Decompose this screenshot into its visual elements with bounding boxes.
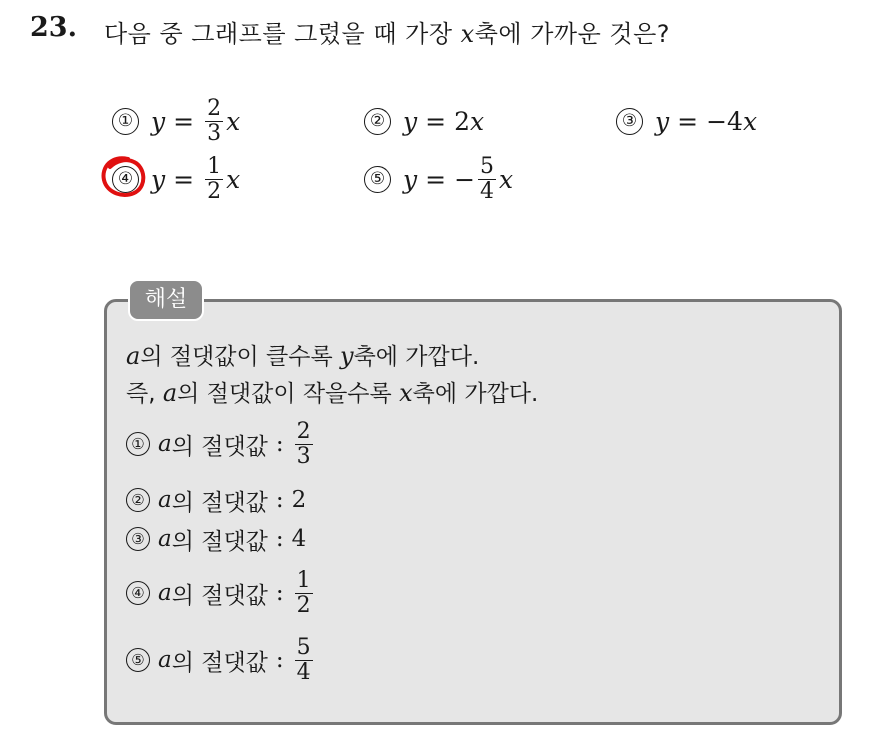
fraction-numerator: 2 bbox=[296, 419, 311, 445]
explanation-line-1 bbox=[126, 338, 479, 371]
line-var: a bbox=[162, 379, 178, 407]
choice-y: y bbox=[655, 106, 670, 136]
choice-2[interactable] bbox=[364, 91, 484, 151]
choice-label: ④ bbox=[112, 166, 139, 193]
solution-item-1 bbox=[126, 414, 316, 474]
choice-fraction bbox=[205, 97, 223, 144]
solution-label: ③ bbox=[126, 527, 150, 551]
solution-colon: : bbox=[275, 431, 284, 457]
solution-text: 의 절댓값 bbox=[171, 433, 268, 460]
choice-3[interactable] bbox=[616, 91, 757, 151]
fraction-denominator: 4 bbox=[480, 178, 495, 204]
solution-label: ① bbox=[126, 432, 150, 456]
fraction-denominator: 2 bbox=[207, 178, 222, 204]
line-text: 축에 가깝다. bbox=[353, 344, 480, 370]
line-var: x bbox=[399, 379, 413, 407]
choice-eq: = bbox=[425, 106, 447, 136]
choice-y: y bbox=[151, 106, 166, 136]
choice-x: x bbox=[226, 106, 241, 136]
explanation-tag: 해설 bbox=[128, 279, 204, 321]
solution-colon: : bbox=[275, 487, 284, 513]
explanation-line-2 bbox=[126, 375, 538, 408]
fraction-numerator: 5 bbox=[480, 154, 495, 180]
question-number: 23. bbox=[30, 12, 77, 43]
fraction-denominator: 3 bbox=[207, 120, 222, 146]
choice-y: y bbox=[151, 164, 166, 194]
choice-fraction bbox=[205, 155, 223, 202]
question-text-after: 축에 가까운 것은? bbox=[474, 20, 671, 48]
choice-eq: = bbox=[173, 164, 195, 194]
solution-var: a bbox=[158, 431, 172, 457]
solution-value: 4 bbox=[291, 526, 307, 552]
question-text-before: 다음 중 그래프를 그렸을 때 가장 bbox=[104, 20, 461, 48]
solution-item-5 bbox=[126, 630, 316, 690]
solution-fraction bbox=[295, 636, 313, 683]
choice-eq: = bbox=[173, 106, 195, 136]
solution-item-4 bbox=[126, 563, 316, 623]
solution-var: a bbox=[158, 526, 172, 552]
solution-var: a bbox=[158, 487, 172, 513]
solution-colon: : bbox=[275, 647, 284, 673]
line-var: a bbox=[126, 342, 141, 370]
fraction-denominator: 2 bbox=[296, 592, 311, 618]
solution-var: a bbox=[158, 580, 172, 606]
solution-label: ⑤ bbox=[126, 648, 150, 672]
solution-text: 의 절댓값 bbox=[171, 489, 268, 516]
line-text: 축에 가깝다. bbox=[412, 381, 539, 407]
choice-fraction bbox=[478, 155, 496, 202]
choice-label: ③ bbox=[616, 108, 643, 135]
choice-eq: = bbox=[425, 164, 447, 194]
choice-label: ② bbox=[364, 108, 391, 135]
choice-coef: 4 bbox=[727, 106, 743, 136]
solution-label: ④ bbox=[126, 581, 150, 605]
choice-label: ① bbox=[112, 108, 139, 135]
fraction-denominator: 4 bbox=[296, 659, 311, 685]
line-var: y bbox=[340, 342, 354, 370]
fraction-numerator: 1 bbox=[207, 154, 222, 180]
line-text: 의 절댓값이 클수록 bbox=[140, 344, 340, 370]
solution-label: ② bbox=[126, 488, 150, 512]
choice-label: ⑤ bbox=[364, 166, 391, 193]
choice-x: x bbox=[226, 164, 241, 194]
solution-fraction bbox=[295, 420, 313, 467]
solution-text: 의 절댓값 bbox=[171, 582, 268, 609]
choice-x: x bbox=[469, 106, 485, 136]
choice-y: y bbox=[403, 106, 418, 136]
choice-1[interactable] bbox=[112, 91, 240, 151]
solution-value: 2 bbox=[291, 487, 307, 513]
choice-x: x bbox=[499, 164, 514, 194]
choice-5[interactable] bbox=[364, 149, 513, 209]
solution-text: 의 절댓값 bbox=[171, 528, 268, 555]
question-text bbox=[104, 14, 670, 49]
choice-eq: = bbox=[677, 106, 699, 136]
solution-fraction bbox=[295, 569, 313, 616]
choice-sign: − bbox=[454, 164, 476, 194]
solution-item-3 bbox=[126, 509, 306, 569]
fraction-numerator: 1 bbox=[296, 568, 311, 594]
fraction-denominator: 3 bbox=[296, 443, 311, 469]
answer-mark-icon bbox=[98, 153, 150, 203]
choice-coef: 2 bbox=[454, 106, 470, 136]
line-text: 의 절댓값이 작을수록 bbox=[177, 381, 400, 407]
choice-y: y bbox=[403, 164, 418, 194]
line-text: 즉, bbox=[126, 381, 163, 407]
choice-sign: − bbox=[706, 106, 728, 136]
solution-colon: : bbox=[275, 580, 284, 606]
solution-text: 의 절댓값 bbox=[171, 649, 268, 676]
solution-var: a bbox=[158, 647, 172, 673]
fraction-numerator: 2 bbox=[207, 96, 222, 122]
question-var: x bbox=[460, 20, 475, 48]
fraction-numerator: 5 bbox=[296, 635, 311, 661]
solution-colon: : bbox=[275, 526, 284, 552]
choice-x: x bbox=[742, 106, 758, 136]
